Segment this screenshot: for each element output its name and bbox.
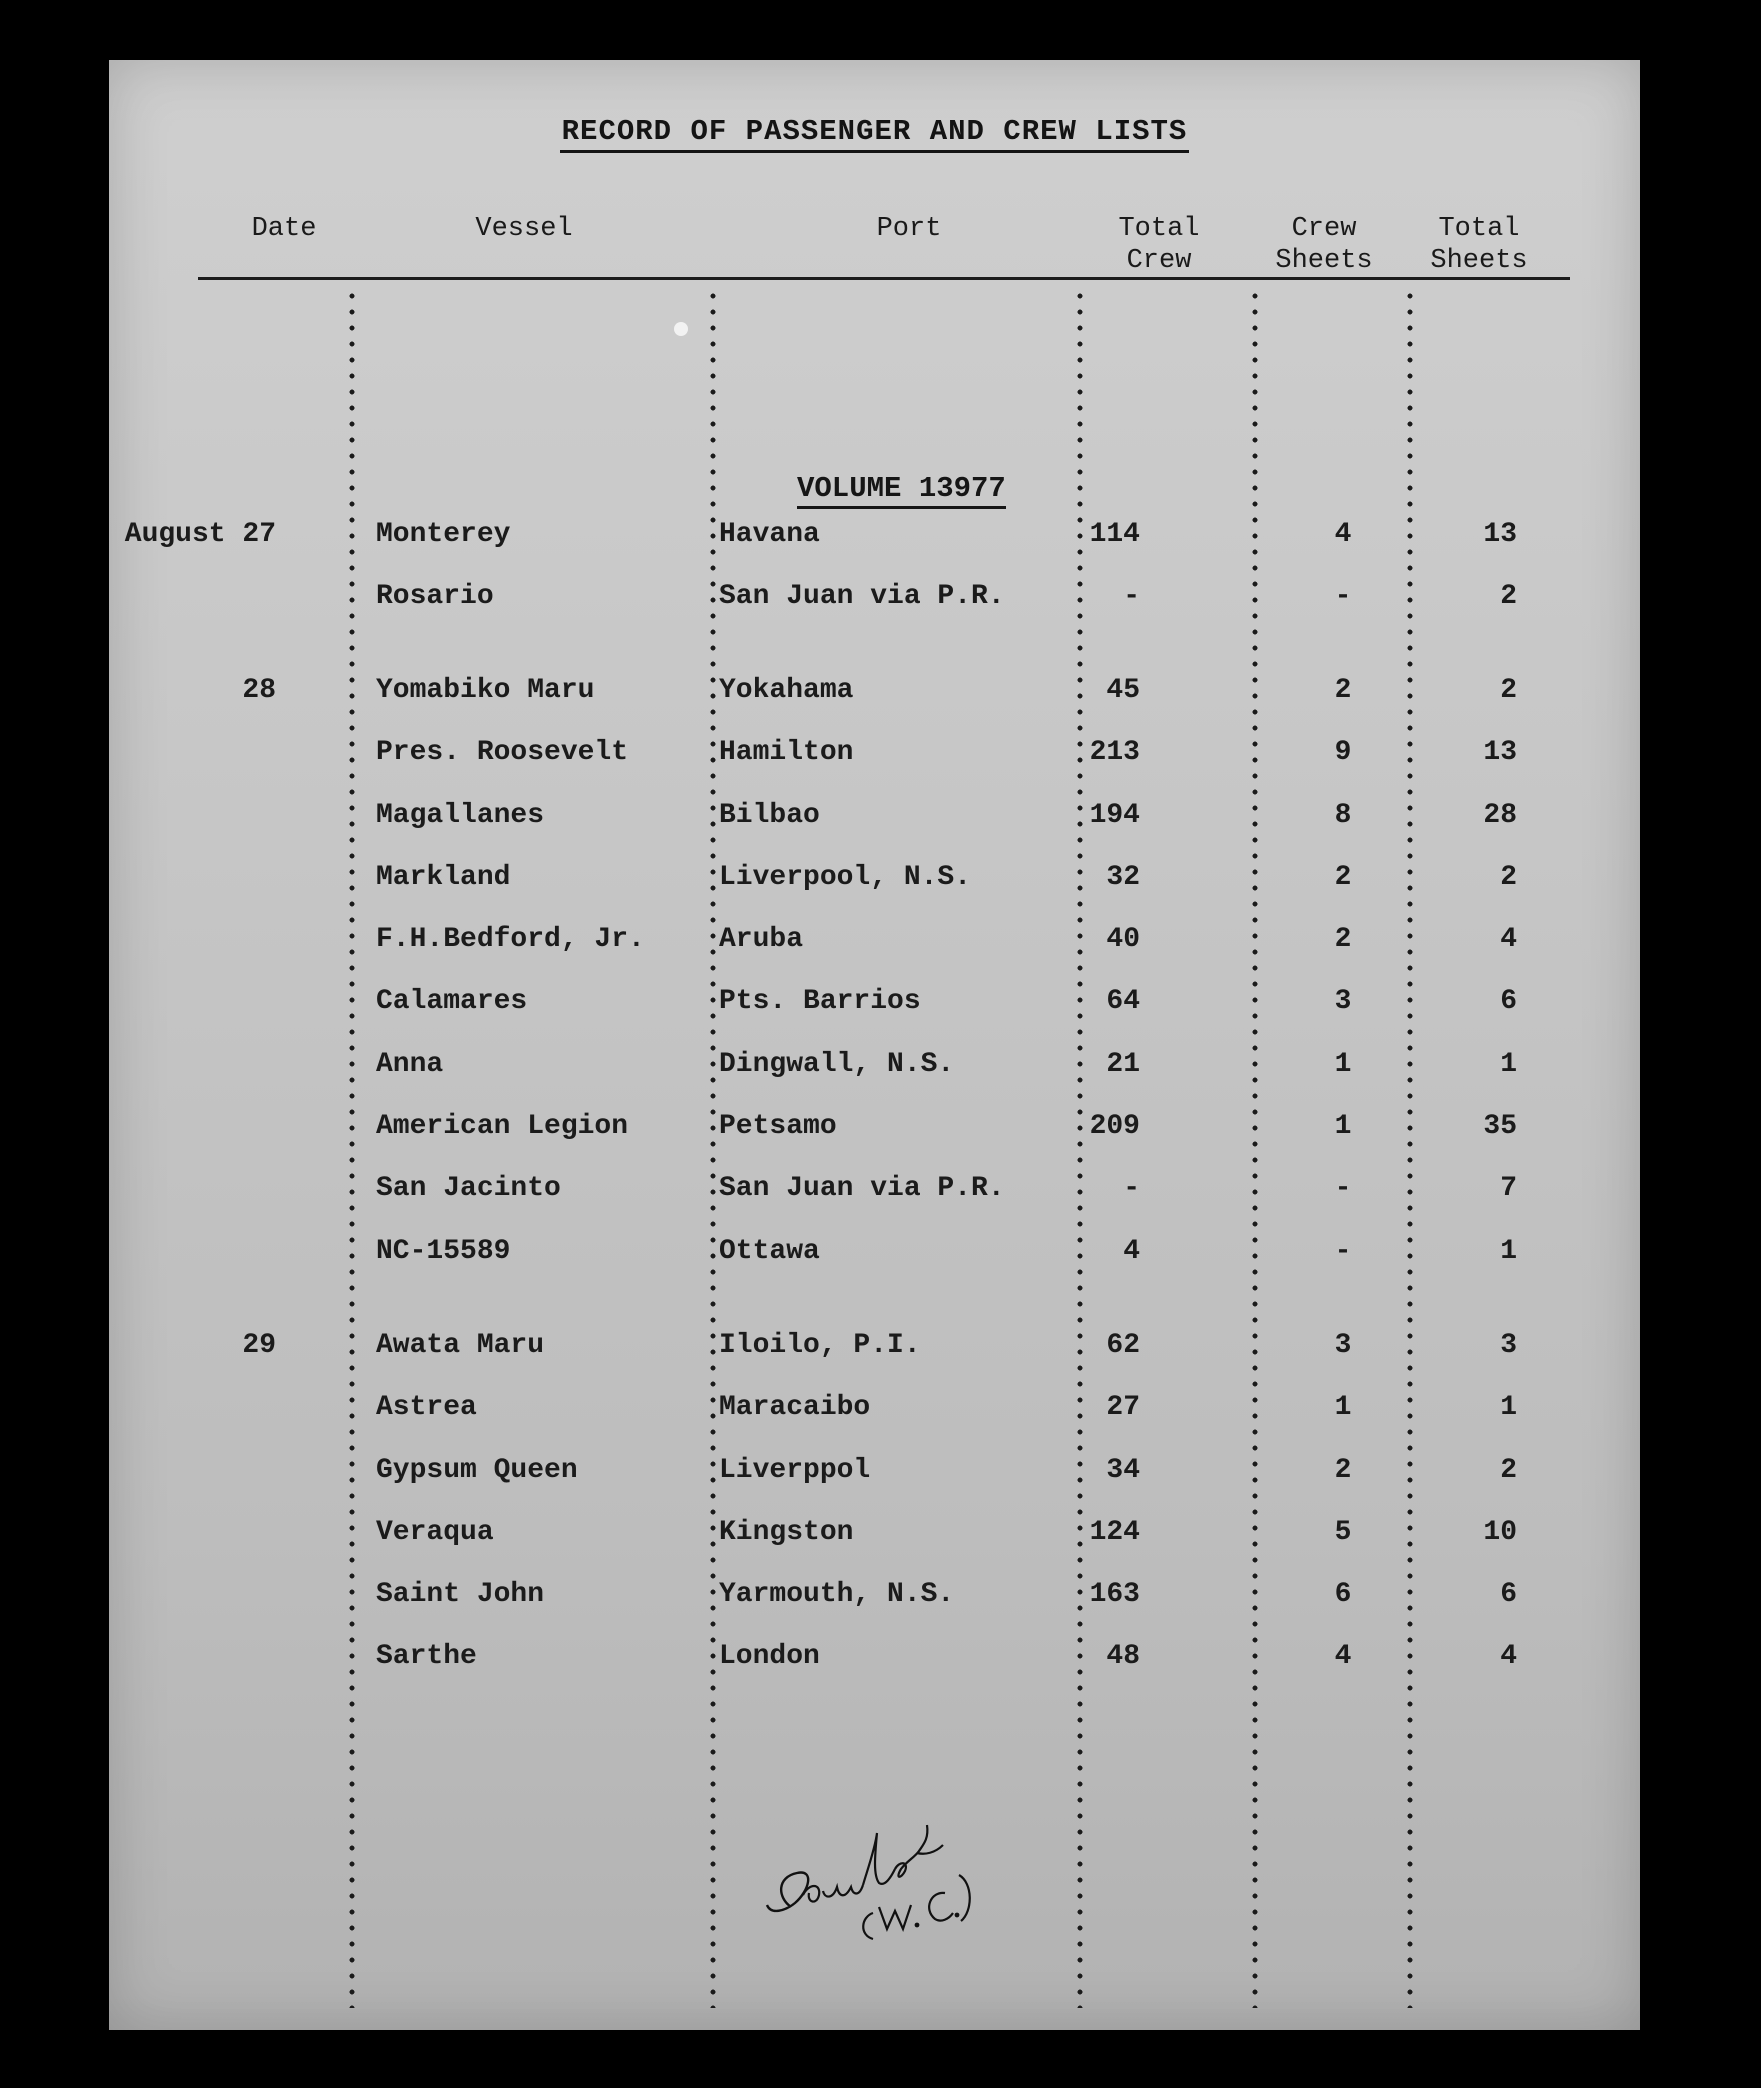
- port-cell: Petsamo: [719, 1111, 837, 1142]
- crew-sheets-cell: 2: [1334, 924, 1352, 955]
- crew-sheets-cell: -: [1334, 1236, 1352, 1267]
- port-cell: San Juan via P.R.: [719, 581, 1005, 612]
- crew-sheets-cell: 5: [1334, 1517, 1352, 1548]
- port-cell: Pts. Barrios: [719, 986, 921, 1017]
- total-crew-cell: 40: [1106, 924, 1140, 955]
- total-sheets-cell: 7: [1500, 1173, 1517, 1204]
- table-row: [109, 737, 1640, 777]
- vessel-cell: Calamares: [376, 986, 528, 1017]
- total-sheets-cell: 2: [1500, 862, 1517, 893]
- table-row: [109, 581, 1640, 621]
- table-row: [109, 1579, 1640, 1619]
- total-crew-cell: -: [1123, 581, 1140, 612]
- crew-sheets-cell: 3: [1334, 1330, 1352, 1361]
- table-row: [109, 1049, 1640, 1089]
- volume-heading: VOLUME 13977: [797, 472, 1006, 505]
- crew-sheets-cell: 9: [1334, 737, 1352, 768]
- total-crew-cell: 163: [1089, 1579, 1140, 1610]
- total-sheets-cell: 2: [1500, 1455, 1517, 1486]
- total-crew-cell: 209: [1089, 1111, 1140, 1142]
- header-port: Port: [876, 214, 942, 244]
- total-sheets-cell: 1: [1500, 1392, 1517, 1423]
- total-sheets-cell: 1: [1500, 1049, 1517, 1080]
- total-crew-cell: 213: [1089, 737, 1140, 768]
- crew-sheets-cell: 2: [1334, 862, 1352, 893]
- table-row: [109, 1641, 1640, 1681]
- table-row: [109, 862, 1640, 902]
- total-crew-cell: 32: [1106, 862, 1140, 893]
- port-cell: London: [719, 1641, 820, 1672]
- total-crew-cell: 194: [1089, 800, 1140, 831]
- document-page: [109, 60, 1640, 2030]
- port-cell: Aruba: [719, 924, 804, 955]
- vessel-cell: Monterey: [376, 519, 511, 550]
- port-cell: Yarmouth, N.S.: [719, 1579, 955, 1610]
- total-crew-cell: 62: [1106, 1330, 1140, 1361]
- crew-sheets-cell: 2: [1334, 1455, 1352, 1486]
- port-cell: Havana: [719, 519, 820, 550]
- port-cell: Yokahama: [719, 675, 854, 706]
- total-crew-cell: 27: [1106, 1392, 1140, 1423]
- total-crew-cell: 4: [1123, 1236, 1140, 1267]
- port-cell: Bilbao: [719, 800, 820, 831]
- signature-image: [759, 1795, 989, 1945]
- total-sheets-cell: 2: [1500, 581, 1517, 612]
- crew-sheets-cell: 1: [1334, 1392, 1352, 1423]
- vessel-cell: F.H.Bedford, Jr.: [376, 924, 645, 955]
- total-crew-cell: 48: [1106, 1641, 1140, 1672]
- table-row: [109, 1455, 1640, 1495]
- crew-sheets-cell: -: [1334, 581, 1352, 612]
- total-crew-cell: 114: [1089, 519, 1140, 550]
- port-cell: Hamilton: [719, 737, 854, 768]
- total-sheets-cell: 13: [1483, 737, 1517, 768]
- table-row: [109, 986, 1640, 1026]
- port-cell: Dingwall, N.S.: [719, 1049, 955, 1080]
- vessel-cell: Gypsum Queen: [376, 1455, 578, 1486]
- table-row: [109, 1173, 1640, 1213]
- total-crew-cell: 45: [1106, 675, 1140, 706]
- total-sheets-cell: 6: [1500, 1579, 1517, 1610]
- vessel-cell: American Legion: [376, 1111, 629, 1142]
- port-cell: San Juan via P.R.: [719, 1173, 1005, 1204]
- header-total-sheets: Total Sheets: [1430, 214, 1528, 276]
- vessel-cell: Markland: [376, 862, 511, 893]
- crew-sheets-cell: 6: [1334, 1579, 1352, 1610]
- port-cell: Kingston: [719, 1517, 854, 1548]
- crew-sheets-cell: 1: [1334, 1049, 1352, 1080]
- total-sheets-cell: 6: [1500, 986, 1517, 1017]
- table-row: [109, 1330, 1640, 1370]
- total-sheets-cell: 4: [1500, 924, 1517, 955]
- total-sheets-cell: 3: [1500, 1330, 1517, 1361]
- paper-speck: [674, 322, 688, 336]
- table-row: [109, 800, 1640, 840]
- total-crew-cell: 124: [1089, 1517, 1140, 1548]
- vessel-cell: Saint John: [376, 1579, 545, 1610]
- header-crew-sheets: Crew Sheets: [1275, 214, 1373, 276]
- vessel-cell: Sarthe: [376, 1641, 477, 1672]
- total-crew-cell: 21: [1106, 1049, 1140, 1080]
- vessel-cell: Rosario: [376, 581, 494, 612]
- vessel-cell: Magallanes: [376, 800, 545, 831]
- vessel-cell: Veraqua: [376, 1517, 494, 1548]
- table-row: [109, 1236, 1640, 1276]
- header-total-crew: Total Crew: [1118, 214, 1200, 276]
- crew-sheets-cell: 1: [1334, 1111, 1352, 1142]
- crew-sheets-cell: 8: [1334, 800, 1352, 831]
- total-crew-cell: 64: [1106, 986, 1140, 1017]
- header-vessel: Vessel: [475, 214, 573, 244]
- vessel-cell: San Jacinto: [376, 1173, 561, 1204]
- table-row: [109, 1111, 1640, 1151]
- crew-sheets-cell: -: [1334, 1173, 1352, 1204]
- vessel-cell: Awata Maru: [376, 1330, 545, 1361]
- table-row: [109, 1517, 1640, 1557]
- total-crew-cell: 34: [1106, 1455, 1140, 1486]
- total-sheets-cell: 10: [1483, 1517, 1517, 1548]
- total-sheets-cell: 13: [1483, 519, 1517, 550]
- crew-sheets-cell: 4: [1334, 519, 1352, 550]
- port-cell: Maracaibo: [719, 1392, 871, 1423]
- total-sheets-cell: 1: [1500, 1236, 1517, 1267]
- port-cell: Liverppol: [719, 1455, 871, 1486]
- total-sheets-cell: 2: [1500, 675, 1517, 706]
- total-sheets-cell: 4: [1500, 1641, 1517, 1672]
- date-cell: 29: [242, 1330, 276, 1361]
- crew-sheets-cell: 4: [1334, 1641, 1352, 1672]
- date-cell: 28: [242, 675, 276, 706]
- port-cell: Iloilo, P.I.: [719, 1330, 921, 1361]
- crew-sheets-cell: 2: [1334, 675, 1352, 706]
- vessel-cell: Pres. Roosevelt: [376, 737, 629, 768]
- total-sheets-cell: 28: [1483, 800, 1517, 831]
- header-rule: [198, 277, 1570, 280]
- vessel-cell: Astrea: [376, 1392, 477, 1423]
- port-cell: Ottawa: [719, 1236, 820, 1267]
- total-crew-cell: -: [1123, 1173, 1140, 1204]
- vessel-cell: Anna: [376, 1049, 444, 1080]
- vessel-cell: Yomabiko Maru: [376, 675, 595, 706]
- crew-sheets-cell: 3: [1334, 986, 1352, 1017]
- table-row: [109, 675, 1640, 715]
- date-cell: August 27: [124, 519, 276, 550]
- table-row: [109, 519, 1640, 559]
- header-date: Date: [251, 214, 317, 244]
- page-title: RECORD OF PASSENGER AND CREW LISTS: [109, 115, 1640, 148]
- total-sheets-cell: 35: [1483, 1111, 1517, 1142]
- port-cell: Liverpool, N.S.: [719, 862, 972, 893]
- table-row: [109, 1392, 1640, 1432]
- table-row: [109, 924, 1640, 964]
- vessel-cell: NC-15589: [376, 1236, 511, 1267]
